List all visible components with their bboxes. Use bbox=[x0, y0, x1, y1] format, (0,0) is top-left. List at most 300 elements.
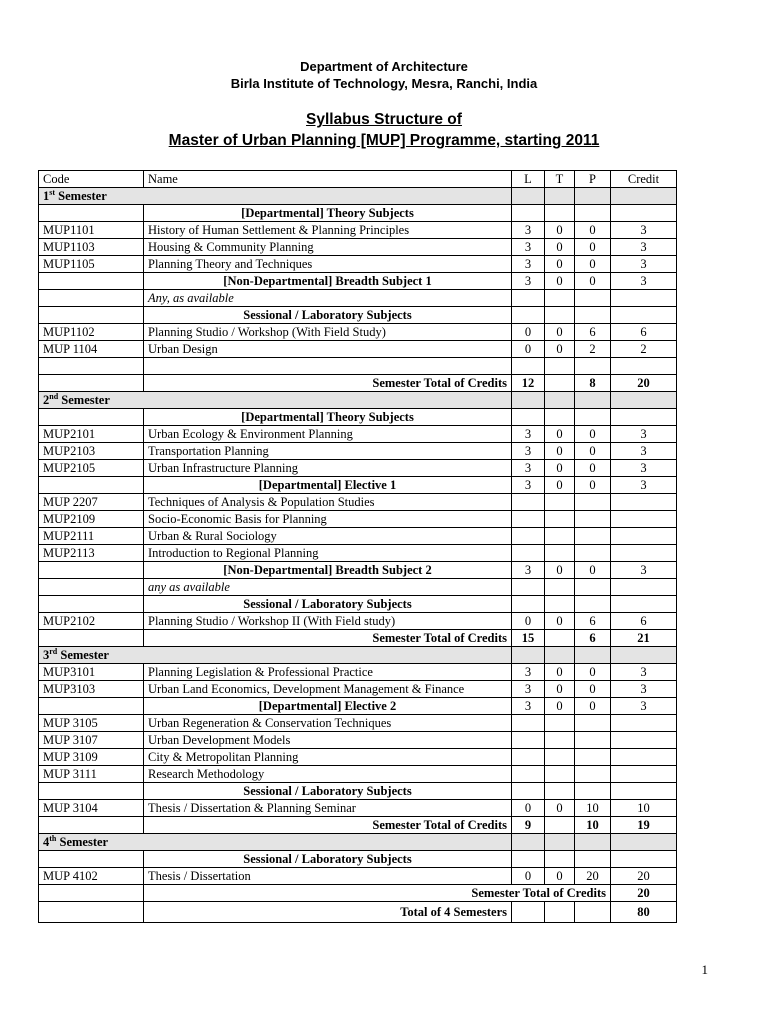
section-label: [Departmental] Elective 2 bbox=[144, 698, 512, 715]
total-practical: 10 bbox=[575, 817, 611, 834]
credit-value: 3 bbox=[611, 256, 677, 273]
lecture-hours bbox=[512, 307, 545, 324]
semester-word: Semester bbox=[60, 647, 109, 662]
total-practical: 8 bbox=[575, 375, 611, 392]
tutorial-hours: 0 bbox=[545, 800, 575, 817]
lecture-hours bbox=[512, 766, 545, 783]
grand-total-label: Total of 4 Semesters bbox=[144, 902, 512, 923]
section-label: Sessional / Laboratory Subjects bbox=[144, 596, 512, 613]
practical-hours: 0 bbox=[575, 222, 611, 239]
section-row bbox=[39, 783, 677, 800]
section-row bbox=[39, 409, 677, 426]
course-code: MUP 3105 bbox=[39, 715, 144, 732]
course-row bbox=[39, 511, 677, 528]
empty-t-cell bbox=[545, 358, 575, 375]
tutorial-hours bbox=[545, 307, 575, 324]
empty-p-cell bbox=[575, 290, 611, 307]
course-name: Urban Land Economics, Development Management & Finance bbox=[144, 681, 512, 698]
semester-word: Semester bbox=[58, 188, 107, 203]
total-tutorial bbox=[545, 630, 575, 647]
practical-hours: 10 bbox=[575, 800, 611, 817]
course-row bbox=[39, 664, 677, 681]
empty-t-cell bbox=[545, 392, 575, 409]
code-cell bbox=[39, 579, 144, 596]
lecture-hours: 3 bbox=[512, 698, 545, 715]
course-row bbox=[39, 800, 677, 817]
credit-value: 3 bbox=[611, 273, 677, 290]
credit-value: 3 bbox=[611, 562, 677, 579]
course-row bbox=[39, 732, 677, 749]
empty-l-cell bbox=[512, 834, 545, 851]
lecture-hours: 3 bbox=[512, 273, 545, 290]
lecture-hours: 3 bbox=[512, 239, 545, 256]
section-row bbox=[39, 307, 677, 324]
code-cell bbox=[39, 409, 144, 426]
tutorial-hours bbox=[545, 528, 575, 545]
course-code: MUP2109 bbox=[39, 511, 144, 528]
empty-t-cell bbox=[545, 647, 575, 664]
course-row bbox=[39, 256, 677, 273]
semester-header-row bbox=[39, 392, 677, 409]
semester-total-row bbox=[39, 817, 677, 834]
lecture-hours bbox=[512, 205, 545, 222]
empty-l-cell bbox=[512, 647, 545, 664]
course-code: MUP 3111 bbox=[39, 766, 144, 783]
credit-value: 3 bbox=[611, 698, 677, 715]
course-name: Thesis / Dissertation & Planning Seminar bbox=[144, 800, 512, 817]
section-label: Sessional / Laboratory Subjects bbox=[144, 307, 512, 324]
credit-value bbox=[611, 205, 677, 222]
course-code: MUP 4102 bbox=[39, 868, 144, 885]
tutorial-hours bbox=[545, 409, 575, 426]
course-row bbox=[39, 749, 677, 766]
credit-value bbox=[611, 732, 677, 749]
empty-l-cell bbox=[512, 290, 545, 307]
tutorial-hours bbox=[545, 766, 575, 783]
credit-value bbox=[611, 749, 677, 766]
lecture-hours: 3 bbox=[512, 460, 545, 477]
credit-value bbox=[611, 511, 677, 528]
course-name: Planning Studio / Workshop II (With Field study) bbox=[144, 613, 512, 630]
course-name: Transportation Planning bbox=[144, 443, 512, 460]
tutorial-hours: 0 bbox=[545, 426, 575, 443]
empty-t-cell bbox=[545, 188, 575, 205]
code-cell bbox=[39, 817, 144, 834]
table-header-row bbox=[39, 171, 677, 188]
header-name: Name bbox=[144, 171, 512, 188]
lecture-hours: 0 bbox=[512, 341, 545, 358]
practical-hours: 0 bbox=[575, 562, 611, 579]
semester-total-row bbox=[39, 630, 677, 647]
empty-credit-cell bbox=[611, 647, 677, 664]
practical-hours: 0 bbox=[575, 681, 611, 698]
course-row bbox=[39, 443, 677, 460]
tutorial-hours bbox=[545, 715, 575, 732]
note-row bbox=[39, 290, 677, 307]
lecture-hours bbox=[512, 545, 545, 562]
total-label: Semester Total of Credits bbox=[144, 375, 512, 392]
course-name: Urban Regeneration & Conservation Techniques bbox=[144, 715, 512, 732]
title-line-2: Master of Urban Planning [MUP] Programme, starting 2011 bbox=[168, 132, 600, 149]
lecture-hours bbox=[512, 749, 545, 766]
note-label: any as available bbox=[144, 579, 512, 596]
tutorial-hours bbox=[545, 783, 575, 800]
code-cell bbox=[39, 290, 144, 307]
course-name: Urban Development Models bbox=[144, 732, 512, 749]
credit-value bbox=[611, 766, 677, 783]
header-code: Code bbox=[39, 171, 144, 188]
syllabus-table bbox=[38, 170, 677, 923]
section-label: [Departmental] Theory Subjects bbox=[144, 205, 512, 222]
lecture-hours: 0 bbox=[512, 800, 545, 817]
practical-hours bbox=[575, 851, 611, 868]
course-row bbox=[39, 613, 677, 630]
practical-hours: 0 bbox=[575, 664, 611, 681]
total-practical: 6 bbox=[575, 630, 611, 647]
title-line-1: Syllabus Structure of bbox=[306, 111, 462, 128]
grand-total-practical bbox=[575, 902, 611, 923]
total-label: Semester Total of Credits bbox=[144, 630, 512, 647]
course-code: MUP 3109 bbox=[39, 749, 144, 766]
course-row bbox=[39, 460, 677, 477]
note-label: Any, as available bbox=[144, 290, 512, 307]
empty-p-cell bbox=[575, 834, 611, 851]
practical-hours bbox=[575, 528, 611, 545]
empty-p-cell bbox=[575, 392, 611, 409]
grand-total-lecture bbox=[512, 902, 545, 923]
course-row bbox=[39, 341, 677, 358]
course-name: Urban Ecology & Environment Planning bbox=[144, 426, 512, 443]
credit-value: 3 bbox=[611, 443, 677, 460]
semester-number: 2 bbox=[43, 392, 50, 407]
tutorial-hours bbox=[545, 732, 575, 749]
tutorial-hours: 0 bbox=[545, 562, 575, 579]
code-cell bbox=[39, 630, 144, 647]
tutorial-hours bbox=[545, 545, 575, 562]
code-cell bbox=[39, 783, 144, 800]
page-number: 1 bbox=[701, 962, 708, 977]
credit-value bbox=[611, 528, 677, 545]
practical-hours: 20 bbox=[575, 868, 611, 885]
total-label: Semester Total of Credits bbox=[144, 885, 611, 902]
credit-value bbox=[611, 783, 677, 800]
course-row bbox=[39, 545, 677, 562]
course-code: MUP2102 bbox=[39, 613, 144, 630]
section-label: Sessional / Laboratory Subjects bbox=[144, 851, 512, 868]
section-label: [Non-Departmental] Breadth Subject 2 bbox=[144, 562, 512, 579]
credit-value: 3 bbox=[611, 460, 677, 477]
lecture-hours bbox=[512, 732, 545, 749]
tutorial-hours: 0 bbox=[545, 256, 575, 273]
empty-l-cell bbox=[512, 579, 545, 596]
credit-value bbox=[611, 545, 677, 562]
course-row bbox=[39, 222, 677, 239]
practical-hours bbox=[575, 494, 611, 511]
course-code: MUP 3107 bbox=[39, 732, 144, 749]
practical-hours bbox=[575, 783, 611, 800]
course-code: MUP3101 bbox=[39, 664, 144, 681]
header-t: T bbox=[545, 171, 575, 188]
tutorial-hours: 0 bbox=[545, 681, 575, 698]
course-name: History of Human Settlement & Planning Principles bbox=[144, 222, 512, 239]
lecture-hours: 0 bbox=[512, 868, 545, 885]
credit-value: 6 bbox=[611, 613, 677, 630]
code-cell bbox=[39, 596, 144, 613]
empty-credit-cell bbox=[611, 579, 677, 596]
tutorial-hours: 0 bbox=[545, 664, 575, 681]
practical-hours bbox=[575, 205, 611, 222]
header-p: P bbox=[575, 171, 611, 188]
lecture-hours: 3 bbox=[512, 664, 545, 681]
tutorial-hours: 0 bbox=[545, 698, 575, 715]
code-cell bbox=[39, 477, 144, 494]
section-row bbox=[39, 477, 677, 494]
semester-ordinal: rd bbox=[49, 646, 58, 656]
credit-value: 20 bbox=[611, 868, 677, 885]
lecture-hours: 3 bbox=[512, 222, 545, 239]
total-lecture: 15 bbox=[512, 630, 545, 647]
lecture-hours bbox=[512, 851, 545, 868]
lecture-hours: 3 bbox=[512, 426, 545, 443]
practical-hours: 0 bbox=[575, 460, 611, 477]
empty-t-cell bbox=[545, 290, 575, 307]
total-tutorial bbox=[545, 817, 575, 834]
semester-label bbox=[39, 647, 512, 664]
section-label: [Departmental] Elective 1 bbox=[144, 477, 512, 494]
credit-value bbox=[611, 307, 677, 324]
course-code: MUP 2207 bbox=[39, 494, 144, 511]
total-credit: 20 bbox=[611, 375, 677, 392]
lecture-hours bbox=[512, 596, 545, 613]
tutorial-hours bbox=[545, 494, 575, 511]
credit-value: 3 bbox=[611, 477, 677, 494]
lecture-hours: 3 bbox=[512, 256, 545, 273]
empty-p-cell bbox=[575, 647, 611, 664]
practical-hours bbox=[575, 545, 611, 562]
code-cell bbox=[39, 698, 144, 715]
course-row bbox=[39, 868, 677, 885]
lecture-hours bbox=[512, 783, 545, 800]
practical-hours bbox=[575, 307, 611, 324]
course-row bbox=[39, 681, 677, 698]
code-cell bbox=[39, 273, 144, 290]
practical-hours bbox=[575, 766, 611, 783]
code-cell bbox=[39, 902, 144, 923]
tutorial-hours bbox=[545, 749, 575, 766]
practical-hours: 0 bbox=[575, 698, 611, 715]
empty-credit-cell bbox=[611, 188, 677, 205]
practical-hours bbox=[575, 715, 611, 732]
course-row bbox=[39, 528, 677, 545]
practical-hours bbox=[575, 732, 611, 749]
credit-value: 6 bbox=[611, 324, 677, 341]
semester-ordinal: nd bbox=[49, 391, 59, 401]
section-row bbox=[39, 205, 677, 222]
empty-credit-cell bbox=[611, 290, 677, 307]
practical-hours: 0 bbox=[575, 426, 611, 443]
grand-total-row bbox=[39, 902, 677, 923]
tutorial-hours: 0 bbox=[545, 443, 575, 460]
code-cell bbox=[39, 885, 144, 902]
code-cell bbox=[39, 205, 144, 222]
lecture-hours: 3 bbox=[512, 562, 545, 579]
course-name: Planning Studio / Workshop (With Field Study) bbox=[144, 324, 512, 341]
section-label: [Departmental] Theory Subjects bbox=[144, 409, 512, 426]
course-code: MUP3103 bbox=[39, 681, 144, 698]
practical-hours: 0 bbox=[575, 256, 611, 273]
practical-hours: 6 bbox=[575, 324, 611, 341]
section-label: Sessional / Laboratory Subjects bbox=[144, 783, 512, 800]
credit-value: 3 bbox=[611, 426, 677, 443]
semester-total-row bbox=[39, 375, 677, 392]
credit-value: 3 bbox=[611, 664, 677, 681]
tutorial-hours: 0 bbox=[545, 222, 575, 239]
lecture-hours bbox=[512, 715, 545, 732]
empty-l-cell bbox=[512, 392, 545, 409]
semester-number: 1 bbox=[43, 188, 50, 203]
total-label: Semester Total of Credits bbox=[144, 817, 512, 834]
empty-credit-cell bbox=[611, 392, 677, 409]
code-cell bbox=[39, 851, 144, 868]
empty-t-cell bbox=[545, 579, 575, 596]
section-label: [Non-Departmental] Breadth Subject 1 bbox=[144, 273, 512, 290]
course-row bbox=[39, 239, 677, 256]
course-code: MUP1102 bbox=[39, 324, 144, 341]
empty-credit-cell bbox=[611, 358, 677, 375]
empty-code-cell bbox=[39, 358, 144, 375]
lecture-hours bbox=[512, 409, 545, 426]
course-name: City & Metropolitan Planning bbox=[144, 749, 512, 766]
course-code: MUP 1104 bbox=[39, 341, 144, 358]
course-name: Urban & Rural Sociology bbox=[144, 528, 512, 545]
total-lecture: 12 bbox=[512, 375, 545, 392]
section-row bbox=[39, 851, 677, 868]
course-name: Socio-Economic Basis for Planning bbox=[144, 511, 512, 528]
total-credit: 20 bbox=[611, 885, 677, 902]
tutorial-hours: 0 bbox=[545, 273, 575, 290]
semester-label bbox=[39, 834, 512, 851]
practical-hours bbox=[575, 511, 611, 528]
practical-hours: 0 bbox=[575, 443, 611, 460]
lecture-hours bbox=[512, 494, 545, 511]
total-lecture: 9 bbox=[512, 817, 545, 834]
blank-row bbox=[39, 358, 677, 375]
tutorial-hours: 0 bbox=[545, 477, 575, 494]
semester-label bbox=[39, 188, 512, 205]
document-header bbox=[0, 58, 768, 151]
tutorial-hours: 0 bbox=[545, 868, 575, 885]
semester-number: 3 bbox=[43, 647, 50, 662]
note-row bbox=[39, 579, 677, 596]
course-name: Planning Theory and Techniques bbox=[144, 256, 512, 273]
practical-hours: 2 bbox=[575, 341, 611, 358]
syllabus-table-body bbox=[39, 171, 677, 923]
course-code: MUP1103 bbox=[39, 239, 144, 256]
course-code: MUP2103 bbox=[39, 443, 144, 460]
course-row bbox=[39, 766, 677, 783]
practical-hours: 6 bbox=[575, 613, 611, 630]
course-name: Urban Design bbox=[144, 341, 512, 358]
semester-total-row bbox=[39, 885, 677, 902]
code-cell bbox=[39, 562, 144, 579]
semester-word: Semester bbox=[61, 392, 110, 407]
credit-value: 2 bbox=[611, 341, 677, 358]
lecture-hours: 3 bbox=[512, 681, 545, 698]
course-code: MUP2113 bbox=[39, 545, 144, 562]
practical-hours bbox=[575, 596, 611, 613]
course-code: MUP2111 bbox=[39, 528, 144, 545]
empty-l-cell bbox=[512, 188, 545, 205]
tutorial-hours: 0 bbox=[545, 341, 575, 358]
course-name: Introduction to Regional Planning bbox=[144, 545, 512, 562]
semester-label bbox=[39, 392, 512, 409]
course-code: MUP2105 bbox=[39, 460, 144, 477]
practical-hours bbox=[575, 749, 611, 766]
empty-credit-cell bbox=[611, 834, 677, 851]
semester-header-row bbox=[39, 188, 677, 205]
lecture-hours bbox=[512, 511, 545, 528]
semester-header-row bbox=[39, 834, 677, 851]
semester-ordinal: st bbox=[49, 187, 56, 197]
grand-total-credit: 80 bbox=[611, 902, 677, 923]
course-name: Planning Legislation & Professional Practice bbox=[144, 664, 512, 681]
course-code: MUP1101 bbox=[39, 222, 144, 239]
practical-hours: 0 bbox=[575, 477, 611, 494]
empty-p-cell bbox=[575, 358, 611, 375]
empty-name-cell bbox=[144, 358, 512, 375]
practical-hours: 0 bbox=[575, 239, 611, 256]
practical-hours bbox=[575, 409, 611, 426]
tutorial-hours: 0 bbox=[545, 460, 575, 477]
institute-name: Birla Institute of Technology, Mesra, Ranchi, India bbox=[230, 76, 538, 91]
course-code: MUP1105 bbox=[39, 256, 144, 273]
credit-value bbox=[611, 409, 677, 426]
course-code: MUP 3104 bbox=[39, 800, 144, 817]
empty-p-cell bbox=[575, 579, 611, 596]
lecture-hours: 3 bbox=[512, 477, 545, 494]
credit-value bbox=[611, 494, 677, 511]
semester-number: 4 bbox=[43, 834, 50, 849]
semester-word: Semester bbox=[59, 834, 109, 849]
total-credit: 21 bbox=[611, 630, 677, 647]
empty-p-cell bbox=[575, 188, 611, 205]
credit-value bbox=[611, 715, 677, 732]
lecture-hours bbox=[512, 528, 545, 545]
section-row bbox=[39, 596, 677, 613]
tutorial-hours: 0 bbox=[545, 613, 575, 630]
empty-t-cell bbox=[545, 834, 575, 851]
credit-value bbox=[611, 851, 677, 868]
empty-l-cell bbox=[512, 358, 545, 375]
course-code: MUP2101 bbox=[39, 426, 144, 443]
course-row bbox=[39, 715, 677, 732]
header-credit: Credit bbox=[611, 171, 677, 188]
department-name: Department of Architecture bbox=[300, 59, 468, 74]
course-name: Techniques of Analysis & Population Studies bbox=[144, 494, 512, 511]
header-l: L bbox=[512, 171, 545, 188]
tutorial-hours bbox=[545, 205, 575, 222]
total-credit: 19 bbox=[611, 817, 677, 834]
tutorial-hours: 0 bbox=[545, 324, 575, 341]
code-cell bbox=[39, 375, 144, 392]
credit-value: 3 bbox=[611, 681, 677, 698]
course-row bbox=[39, 494, 677, 511]
semester-header-row bbox=[39, 647, 677, 664]
tutorial-hours bbox=[545, 511, 575, 528]
credit-value: 3 bbox=[611, 222, 677, 239]
practical-hours: 0 bbox=[575, 273, 611, 290]
course-name: Housing & Community Planning bbox=[144, 239, 512, 256]
